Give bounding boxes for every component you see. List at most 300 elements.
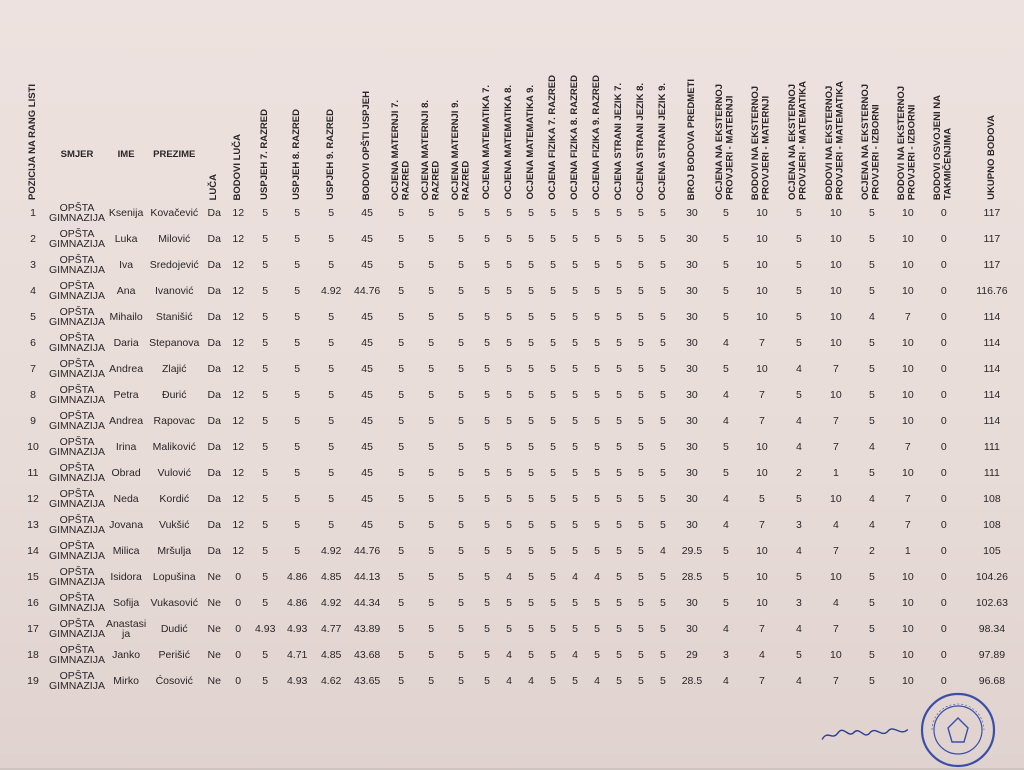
table-cell: 11: [27, 467, 39, 479]
table-cell: 5: [572, 363, 578, 375]
table-cell: Kovačević: [150, 207, 199, 219]
table-cell: 10: [902, 259, 914, 271]
column-header-label: USPJEH 8. RAZRED: [290, 109, 302, 200]
table-cell: 2: [868, 545, 875, 557]
table-cell: 5: [428, 649, 435, 661]
table-cell: 0: [940, 493, 947, 505]
table-cell: 5: [594, 519, 600, 531]
table-cell: 7: [904, 441, 911, 453]
table-cell: 5: [594, 597, 600, 609]
table-cell: 3: [795, 519, 802, 531]
table-cell: 5: [506, 259, 512, 271]
table-cell: 5: [550, 285, 556, 297]
table-cell: Mršulja: [157, 545, 192, 557]
table-row: [18, 512, 1024, 538]
table-cell: 5: [868, 649, 875, 661]
table-cell: 7: [758, 389, 765, 401]
table-cell: 12: [232, 233, 245, 245]
table-cell: 19: [27, 675, 39, 687]
table-cell: 5: [616, 597, 622, 609]
table-cell: 5: [868, 207, 875, 219]
table-cell: 5: [428, 259, 435, 271]
column-header-label: OCJENA STRANI JEZIK 9.: [656, 82, 668, 200]
table-cell: 30: [686, 363, 698, 375]
table-row: [18, 278, 1024, 304]
table-cell: 30: [686, 337, 698, 349]
column-header-label: OCJENA MATERNJI 8. RAZRED: [419, 99, 442, 200]
table-cell: 5: [262, 311, 269, 323]
table-cell: 30: [686, 233, 698, 245]
table-cell: 12: [232, 285, 245, 297]
table-cell: 13: [27, 519, 39, 531]
table-cell: 5: [528, 649, 534, 661]
table-cell: 5: [868, 285, 875, 297]
table-cell: 5: [616, 545, 622, 557]
table-cell: 5: [328, 259, 335, 271]
table-cell: 5: [484, 311, 490, 323]
table-cell: 5: [616, 389, 622, 401]
table-cell: 5: [795, 233, 802, 245]
table-cell: 3: [795, 597, 802, 609]
table-cell: 5: [594, 207, 600, 219]
table-cell: 0: [940, 623, 947, 635]
table-cell: Ksenija: [108, 207, 144, 219]
table-cell: 5: [660, 363, 666, 375]
table-cell: 5: [550, 337, 556, 349]
column-header: [586, 40, 608, 200]
table-cell: 5: [723, 545, 729, 557]
table-cell: Ana: [116, 285, 136, 297]
table-cell: 10: [902, 389, 914, 401]
table-cell: 5: [506, 493, 512, 505]
table-cell: Ne: [207, 571, 221, 583]
table-cell: 4: [723, 493, 729, 505]
table-cell: 5: [328, 519, 335, 531]
table-cell: 5: [458, 597, 465, 609]
table-cell: 4: [30, 285, 36, 297]
table-body: [18, 200, 1024, 694]
table-cell: 5: [458, 493, 465, 505]
table-cell: 45: [361, 519, 373, 531]
table-cell: Neda: [113, 493, 139, 505]
table-header: [18, 40, 1024, 200]
table-cell: 12: [232, 441, 245, 453]
table-cell: 5: [616, 675, 622, 687]
table-cell: 10: [756, 285, 768, 297]
table-cell: Ivanović: [154, 285, 194, 297]
table-cell: 5: [550, 649, 556, 661]
table-cell: 4: [723, 675, 729, 687]
table-cell: 0: [940, 389, 947, 401]
column-header: [446, 40, 476, 200]
table-cell: 5: [262, 233, 269, 245]
table-cell: 5: [616, 571, 622, 583]
table-cell: OPŠTA GIMNAZIJA: [48, 384, 105, 406]
table-cell: 4: [506, 675, 512, 687]
table-cell: 4: [868, 519, 875, 531]
table-cell: 5: [484, 519, 490, 531]
table-cell: 10: [830, 649, 842, 661]
table-cell: 5: [550, 441, 556, 453]
table-cell: 12: [232, 519, 245, 531]
table-cell: 10: [756, 545, 768, 557]
table-cell: 5: [660, 675, 666, 687]
table-cell: 5: [262, 597, 269, 609]
table-cell: 5: [458, 545, 465, 557]
school-stamp: [918, 690, 998, 770]
table-cell: 5: [660, 259, 666, 271]
column-header: [856, 40, 888, 200]
signature: [820, 724, 911, 746]
table-cell: 5: [328, 207, 335, 219]
table-cell: 29.5: [681, 545, 703, 557]
table-cell: 10: [830, 285, 842, 297]
table-cell: 5: [428, 441, 435, 453]
table-cell: 5: [638, 597, 644, 609]
table-cell: OPŠTA GIMNAZIJA: [48, 280, 105, 302]
column-header: [280, 40, 314, 200]
table-cell: 5: [428, 623, 435, 635]
table-cell: 5: [572, 233, 578, 245]
table-cell: 10: [902, 597, 914, 609]
table-cell: 5: [506, 467, 512, 479]
table-cell: 30: [686, 311, 698, 323]
table-cell: 5: [262, 285, 269, 297]
table-cell: 4: [795, 545, 802, 557]
table-cell: 10: [902, 337, 914, 349]
table-cell: 4: [660, 545, 666, 557]
table-cell: 12: [232, 207, 245, 219]
table-cell: 5: [594, 623, 600, 635]
table-cell: 5: [528, 597, 534, 609]
table-cell: 5: [660, 493, 666, 505]
table-cell: 45: [361, 441, 373, 453]
table-cell: 30: [686, 519, 698, 531]
table-cell: 5: [398, 571, 405, 583]
table-cell: 5: [868, 467, 875, 479]
table-cell: 5: [398, 545, 405, 557]
table-cell: 5: [262, 363, 269, 375]
table-cell: 6: [30, 337, 36, 349]
table-cell: 5: [660, 415, 666, 427]
table-cell: Mihailo: [109, 311, 143, 323]
table-cell: Vulović: [157, 467, 191, 479]
table-cell: 8: [30, 389, 36, 401]
table-cell: 5: [616, 441, 622, 453]
table-cell: 43.68: [354, 649, 381, 661]
table-cell: Kordić: [159, 493, 190, 505]
table-cell: 5: [638, 441, 644, 453]
table-cell: 5: [484, 649, 490, 661]
table-cell: 10: [27, 441, 39, 453]
table-cell: 4: [868, 493, 875, 505]
table-cell: 28.5: [681, 571, 703, 583]
table-cell: 5: [398, 207, 405, 219]
table-cell: 5: [638, 519, 644, 531]
column-header-label: BODOVI OSVOJENI NA TAKMIČENJIMA: [932, 94, 954, 200]
table-cell: 0: [940, 597, 947, 609]
table-cell: Maliković: [152, 441, 196, 453]
table-cell: 5: [572, 467, 578, 479]
table-cell: 5: [484, 441, 490, 453]
table-cell: 0: [940, 233, 947, 245]
column-header-label: PREZIME: [153, 149, 196, 160]
table-cell: 4: [832, 519, 839, 531]
table-cell: Andrea: [109, 363, 144, 375]
column-header: [542, 40, 564, 200]
table-cell: 5: [868, 337, 875, 349]
column-header: [416, 40, 446, 200]
table-cell: 5: [294, 441, 301, 453]
table-cell: 117: [983, 233, 1001, 245]
table-cell: Ćosović: [155, 675, 193, 687]
column-header-label: USPJEH 9. RAZRED: [324, 109, 336, 200]
table-cell: 5: [550, 493, 556, 505]
table-cell: 5: [638, 233, 644, 245]
table-cell: Irina: [115, 441, 137, 453]
table-cell: 5: [528, 519, 534, 531]
table-cell: 0: [940, 675, 947, 687]
table-cell: 10: [830, 493, 842, 505]
table-cell: 5: [458, 467, 465, 479]
column-header-label: LUČA: [207, 173, 219, 200]
table-cell: 5: [262, 571, 269, 583]
table-cell: 5: [484, 285, 490, 297]
table-cell: 5: [328, 441, 335, 453]
table-cell: 29: [686, 649, 698, 661]
table-cell: OPŠTA GIMNAZIJA: [48, 592, 105, 614]
column-header-label: OCJENA MATEMATIKA 7.: [480, 85, 492, 200]
column-header-label: BODOVI NA EKSTERNOJ PROVJERI - MATEMATIKA: [824, 81, 846, 200]
table-cell: 4.85: [320, 571, 342, 583]
table-cell: 5: [294, 311, 301, 323]
column-header-label: SMJER: [60, 149, 94, 160]
table-cell: 5: [294, 285, 301, 297]
table-cell: 5: [660, 311, 666, 323]
table-cell: 5: [428, 233, 435, 245]
table-cell: 45: [361, 259, 373, 271]
column-header: [652, 40, 674, 200]
table-cell: 5: [572, 285, 578, 297]
table-cell: 0: [940, 259, 947, 271]
table-row: [18, 408, 1024, 434]
table-cell: 5: [660, 207, 666, 219]
table-cell: 4.86: [286, 571, 308, 583]
table-cell: 4: [832, 597, 839, 609]
table-cell: 5: [484, 363, 490, 375]
table-row: [18, 226, 1024, 252]
table-cell: 45: [361, 363, 373, 375]
table-cell: 5: [550, 259, 556, 271]
table-cell: 5: [458, 233, 465, 245]
column-header: [710, 40, 742, 200]
table-cell: 5: [550, 467, 556, 479]
table-cell: 5: [506, 415, 512, 427]
table-cell: 10: [902, 363, 914, 375]
table-cell: 5: [484, 233, 490, 245]
table-cell: 5: [398, 519, 405, 531]
table-cell: 0: [940, 571, 947, 583]
table-cell: 5: [795, 285, 802, 297]
table-cell: 18: [27, 649, 39, 661]
table-cell: 5: [616, 311, 622, 323]
column-header: [782, 40, 816, 200]
table-cell: 5: [506, 441, 512, 453]
table-cell: 5: [398, 337, 405, 349]
column-header-label: OCJENA NA EKSTERNOJ PROVJERI - MATEMATIKA: [787, 81, 809, 200]
table-cell: 5: [262, 207, 269, 219]
table-cell: 0: [940, 363, 947, 375]
table-cell: 12: [232, 493, 245, 505]
table-cell: 44.76: [354, 545, 381, 557]
table-cell: 10: [756, 311, 768, 323]
table-cell: 4.77: [320, 623, 342, 635]
table-cell: 5: [638, 285, 644, 297]
table-cell: 5: [458, 649, 465, 661]
column-header-label: OCJENA FIZIKA 7. RAZRED: [546, 75, 558, 200]
table-cell: 0: [940, 649, 947, 661]
table-cell: 5: [398, 311, 405, 323]
table-row: [18, 330, 1024, 356]
table-cell: Iva: [119, 259, 134, 271]
table-cell: 7: [30, 363, 36, 375]
table-cell: Da: [207, 337, 221, 349]
table-cell: 5: [458, 363, 465, 375]
column-header-label: IME: [117, 149, 135, 160]
table-row: [18, 564, 1024, 590]
table-cell: 5: [528, 571, 534, 583]
table-cell: 5: [506, 389, 512, 401]
table-cell: 5: [660, 467, 666, 479]
table-cell: 5: [262, 675, 269, 687]
table-cell: 7: [758, 623, 765, 635]
table-cell: 5: [398, 441, 405, 453]
table-cell: 5: [660, 597, 666, 609]
table-cell: 45: [361, 207, 373, 219]
table-cell: 5: [550, 623, 556, 635]
table-cell: 114: [983, 311, 1001, 323]
table-cell: 5: [550, 545, 556, 557]
table-cell: 5: [458, 259, 465, 271]
column-header-label: OCJENA FIZIKA 9. RAZRED: [590, 75, 602, 200]
table-cell: 5: [506, 597, 512, 609]
table-cell: 5: [616, 259, 622, 271]
table-cell: 4.93: [286, 623, 308, 635]
table-cell: 4.93: [286, 675, 308, 687]
table-cell: 5: [506, 233, 512, 245]
table-cell: Andrea: [109, 415, 144, 427]
table-cell: 5: [616, 207, 622, 219]
table-cell: 5: [294, 519, 301, 531]
table-cell: 5: [294, 389, 301, 401]
table-cell: 0: [940, 285, 947, 297]
table-cell: 5: [528, 233, 534, 245]
table-cell: 5: [572, 675, 578, 687]
table-cell: 12: [232, 467, 245, 479]
table-cell: OPŠTA GIMNAZIJA: [48, 436, 105, 458]
table-cell: 5: [638, 545, 644, 557]
table-cell: 5: [660, 623, 666, 635]
column-header: [608, 40, 630, 200]
table-cell: 30: [686, 597, 698, 609]
table-cell: 5: [428, 415, 435, 427]
table-cell: 10: [830, 233, 842, 245]
table-cell: Stanišić: [155, 311, 193, 323]
table-cell: 5: [594, 233, 600, 245]
table-cell: 4: [723, 415, 729, 427]
table-cell: 5: [428, 207, 435, 219]
table-cell: 5: [594, 415, 600, 427]
column-header: [520, 40, 542, 200]
table-cell: 43.65: [354, 675, 381, 687]
table-cell: Da: [207, 233, 221, 245]
table-cell: Ne: [207, 675, 221, 687]
table-cell: 10: [830, 207, 842, 219]
table-cell: 5: [550, 675, 556, 687]
table-cell: 5: [484, 389, 490, 401]
table-cell: 5: [594, 337, 600, 349]
table-cell: 10: [830, 571, 842, 583]
table-row: [18, 434, 1024, 460]
table-cell: Ne: [207, 623, 221, 635]
column-header-label: USPJEH 7. RAZRED: [258, 109, 270, 200]
table-cell: 30: [686, 623, 698, 635]
table-cell: 5: [528, 259, 534, 271]
table-cell: 4: [506, 571, 512, 583]
table-cell: 5: [294, 337, 301, 349]
table-cell: 10: [902, 415, 914, 427]
table-cell: 4: [795, 363, 802, 375]
table-row: [18, 356, 1024, 382]
table-cell: 5: [484, 337, 490, 349]
table-cell: 5: [484, 493, 490, 505]
table-cell: OPŠTA GIMNAZIJA: [48, 566, 105, 588]
table-cell: 10: [756, 259, 768, 271]
table-cell: OPŠTA GIMNAZIJA: [48, 462, 105, 484]
table-cell: 7: [904, 311, 911, 323]
table-cell: 7: [758, 519, 765, 531]
table-cell: 5: [660, 441, 666, 453]
table-cell: 0: [235, 675, 242, 687]
table-cell: 5: [398, 597, 405, 609]
table-row: [18, 252, 1024, 278]
table-cell: 5: [572, 207, 578, 219]
table-cell: OPŠTA GIMNAZIJA: [48, 488, 105, 510]
table-cell: 4.85: [320, 649, 342, 661]
table-cell: 5: [294, 545, 301, 557]
table-cell: 5: [868, 389, 875, 401]
table-cell: 5: [638, 467, 644, 479]
table-cell: 0: [940, 467, 947, 479]
table-cell: Sredojević: [149, 259, 199, 271]
table-cell: 1: [30, 207, 36, 219]
table-cell: Petra: [113, 389, 139, 401]
column-header-label: BODOVI LUČA: [231, 133, 243, 200]
table-cell: 5: [594, 311, 600, 323]
table-cell: 5: [528, 623, 534, 635]
table-cell: 0: [235, 597, 242, 609]
table-cell: 10: [756, 207, 768, 219]
table-cell: OPŠTA GIMNAZIJA: [48, 514, 105, 536]
table-cell: 5: [262, 519, 269, 531]
table-cell: 5: [458, 337, 465, 349]
table-cell: Da: [207, 493, 221, 505]
table-cell: 5: [458, 285, 465, 297]
column-header: [250, 40, 280, 200]
table-cell: 4: [528, 675, 534, 687]
table-cell: 5: [594, 467, 600, 479]
table-row: [18, 304, 1024, 330]
